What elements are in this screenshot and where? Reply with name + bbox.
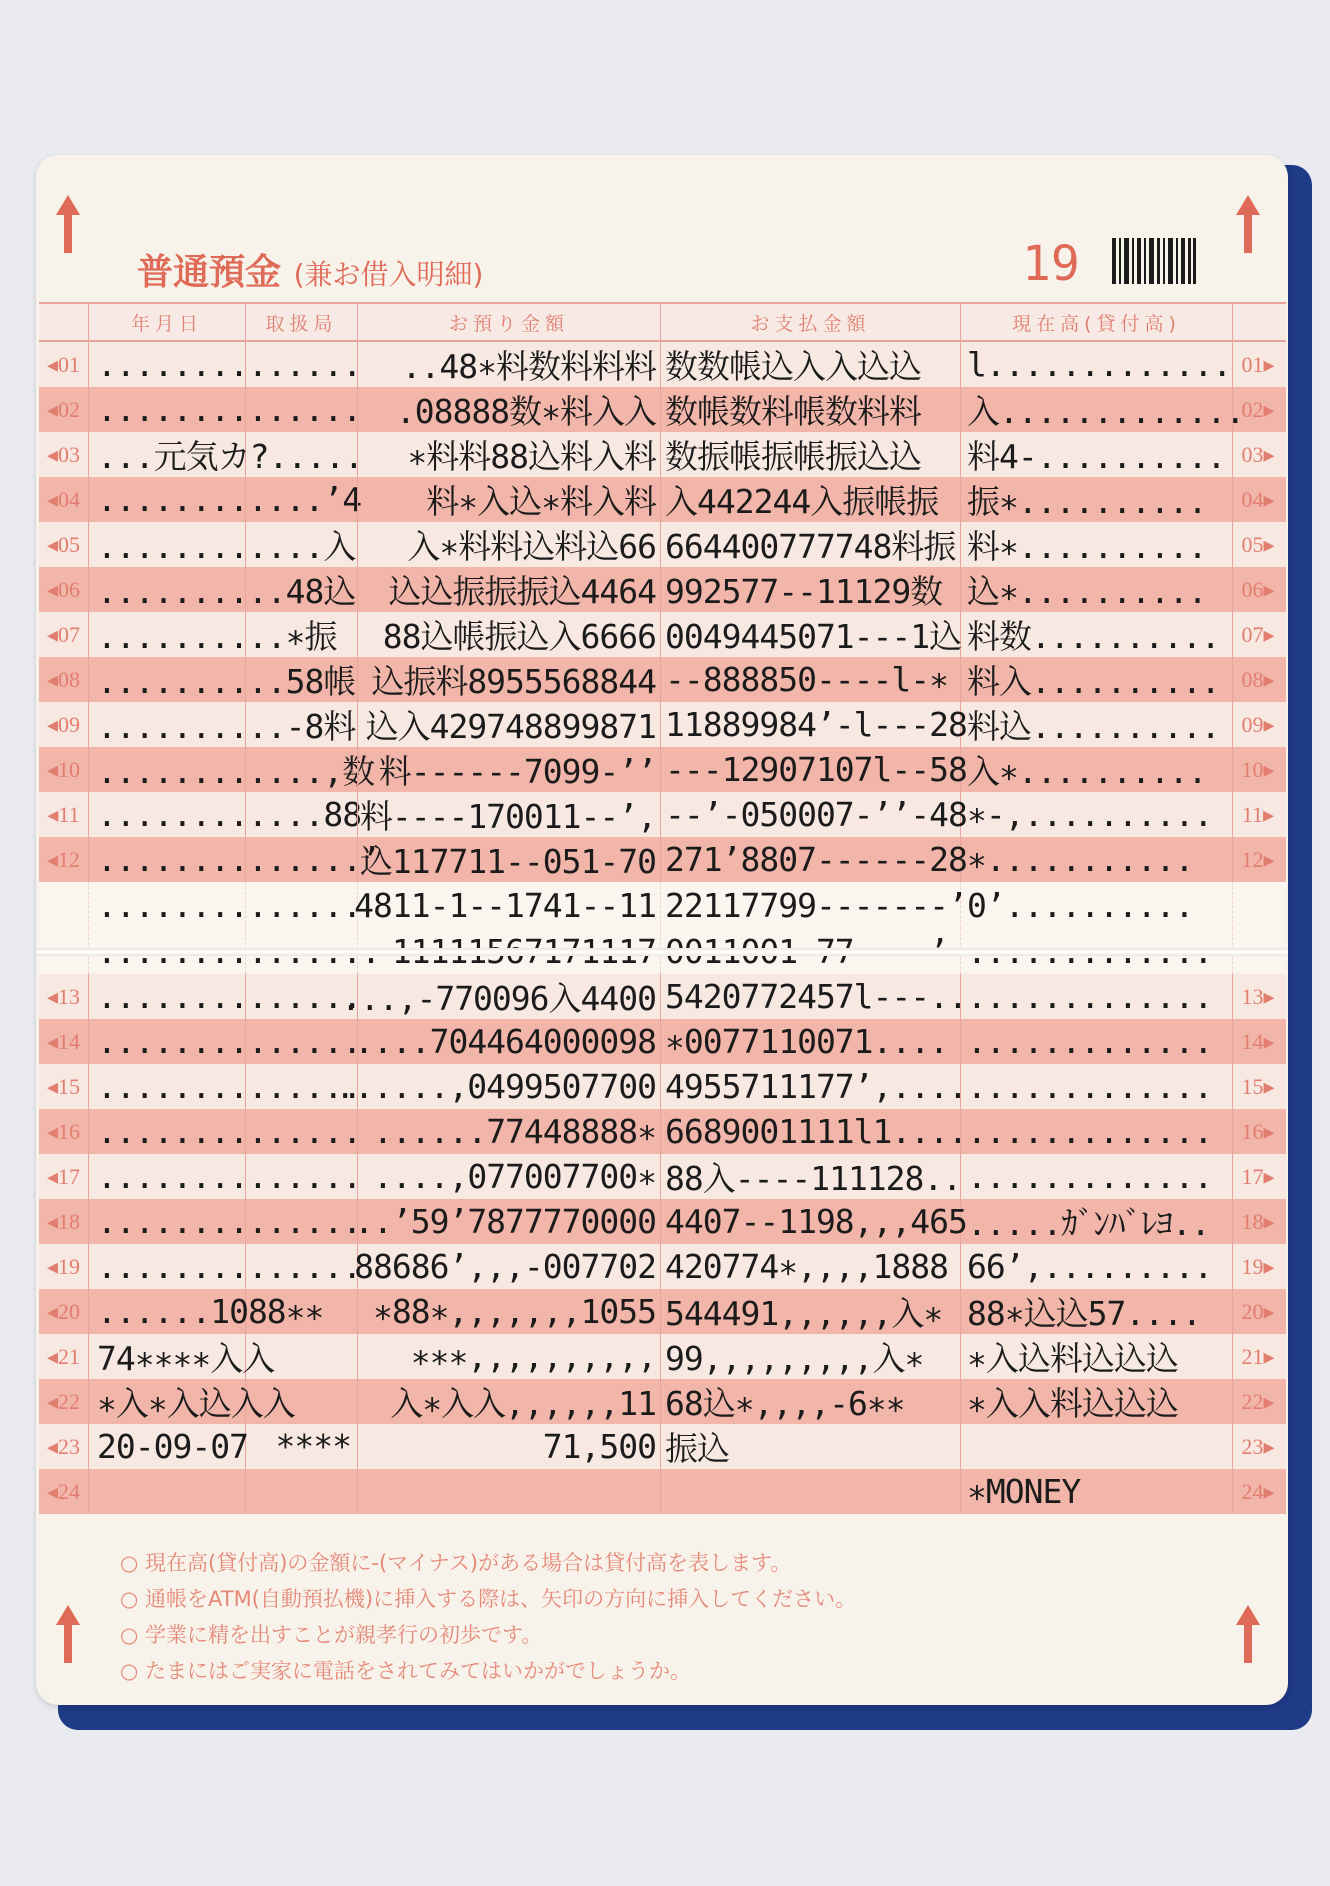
column-header-deposit: お預り金額 [358, 304, 661, 340]
cell-withdrawal: --888850----l-∗ [661, 657, 961, 702]
line-marker-right: 01▸ [1241, 351, 1275, 377]
cell-balance: 88∗込込57.... [961, 1289, 1233, 1334]
cell-branch [246, 1244, 358, 1289]
ledger-header [39, 302, 1286, 342]
column-header-balance: 現在高(貸付高) [961, 304, 1233, 340]
cell-deposit: ∗料料88込料入料 [358, 432, 661, 477]
cell-branch [246, 1109, 358, 1154]
cell-withdrawal: 数帳数料帳数料料 [661, 387, 961, 432]
cell-balance: 料4-.......... [961, 432, 1233, 477]
line-marker-left: ◂14 [39, 1019, 89, 1064]
line-marker-right: 02▸ [1241, 396, 1275, 422]
cell-balance: 66’,......... [961, 1244, 1233, 1289]
line-marker-right: 24▸ [1241, 1478, 1275, 1504]
cell-deposit: 料∗入込∗料入料 [358, 477, 661, 522]
line-marker-left: ◂19 [39, 1244, 89, 1289]
table-row [39, 657, 1286, 702]
column-header-branch: 取扱局 [246, 304, 358, 340]
note-line: ○ 通帳をATM(自動預払機)に挿入する際は、矢印の方向に挿入してください。 [120, 1581, 856, 1617]
cell-date: .............. [89, 387, 246, 432]
cell-withdrawal: 0049445071---1込 [661, 612, 961, 657]
cell-date: .............. [89, 974, 246, 1019]
cell-deposit: ......,0499507700 [358, 1064, 661, 1109]
line-marker-right: 06▸ [1241, 576, 1275, 602]
cell-date: ...元気カ?..... [89, 432, 246, 477]
cell-withdrawal: 5420772457l---.. [661, 974, 961, 1019]
table-row [39, 567, 1286, 612]
table-row [39, 1064, 1286, 1109]
cell-balance: 料入.......... [961, 657, 1233, 702]
cell-withdrawal: 88入----111128.. [661, 1154, 961, 1199]
cell-withdrawal: 99,,,,,,,,,入∗ [661, 1334, 961, 1379]
cell-deposit: 込振料8955568844 [358, 657, 661, 702]
line-marker-right: 13▸ [1241, 983, 1275, 1009]
cell-balance: ∗-,.......... [961, 792, 1233, 837]
cell-branch [246, 1379, 358, 1424]
barcode-icon [1112, 238, 1196, 284]
cell-date: ............,数 [89, 747, 246, 792]
account-type: 普通預金 [137, 252, 282, 293]
table-row [39, 837, 1286, 882]
cell-branch [246, 432, 358, 477]
table-row [39, 974, 1286, 1019]
cell-date: .............. [89, 1244, 246, 1289]
line-marker-left: ◂20 [39, 1289, 89, 1334]
cell-deposit: 88686’,,,-007702 [358, 1244, 661, 1289]
cell-deposit: 込入429748899871 [358, 702, 661, 747]
cell-deposit [358, 1469, 661, 1514]
table-row [39, 612, 1286, 657]
cell-date: 20-09-07 [89, 1424, 246, 1469]
note-line: ○ 現在高(貸付高)の金額に-(マイナス)がある場合は貸付高を表します。 [120, 1545, 856, 1581]
cell-withdrawal: ---12907107l--58 [661, 747, 961, 792]
cell-date: .............. [89, 342, 246, 387]
cell-branch [246, 837, 358, 882]
cell-branch [246, 1199, 358, 1244]
cell-date: ..........58帳 [89, 657, 246, 702]
page-number: 19 [1022, 236, 1080, 292]
cell-balance: 0’.......... [961, 882, 1233, 928]
cell-branch [246, 882, 358, 928]
cell-balance: 料∗.......... [961, 522, 1233, 567]
line-marker-left: ◂12 [39, 837, 89, 882]
table-row [39, 1424, 1286, 1469]
line-marker-left: ◂21 [39, 1334, 89, 1379]
line-marker-right: 18▸ [1241, 1208, 1275, 1234]
cell-deposit: 込込振振振込4464 [358, 567, 661, 612]
cell-deposit: 込117711--051-70 [358, 837, 661, 882]
cell-branch [246, 387, 358, 432]
line-marker-right: 21▸ [1241, 1343, 1275, 1369]
table-row [39, 387, 1286, 432]
line-marker-left: ◂03 [39, 432, 89, 477]
table-row [39, 1289, 1286, 1334]
cell-date: ............入 [89, 522, 246, 567]
note-line: ○ 学業に精を出すことが親孝行の初歩です。 [120, 1617, 856, 1653]
insert-arrow-icon [56, 1605, 80, 1663]
table-row [39, 1019, 1286, 1064]
line-marker-left: ◂13 [39, 974, 89, 1019]
line-marker-right: 19▸ [1241, 1253, 1275, 1279]
cell-deposit: 88込帳振込入6666 [358, 612, 661, 657]
table-row [39, 792, 1286, 837]
page-fold [36, 948, 1288, 956]
cell-date: .............. [89, 1019, 246, 1064]
line-marker-left: ◂23 [39, 1424, 89, 1469]
line-marker-left: ◂24 [39, 1469, 89, 1514]
cell-withdrawal: 420774∗,,,,1888 [661, 1244, 961, 1289]
line-marker-right: 07▸ [1241, 621, 1275, 647]
column-header-date: 年月日 [89, 304, 246, 340]
cell-branch [246, 1154, 358, 1199]
cell-deposit: ..48∗料数料料料 [358, 342, 661, 387]
cell-date: ..........∗振 [89, 612, 246, 657]
cell-balance: .....ｶﾞﾝﾊﾞﾚﾖ.. [961, 1199, 1233, 1244]
table-row [39, 522, 1286, 567]
cell-date: ..........48込 [89, 567, 246, 612]
account-subtitle: (兼お借入明細) [293, 258, 484, 291]
line-marker-right: 20▸ [1241, 1298, 1275, 1324]
cell-branch [246, 702, 358, 747]
table-row [39, 1244, 1286, 1289]
cell-balance: l............. [961, 342, 1233, 387]
cell-deposit: ∗88∗,,,,,,,1055 [358, 1289, 661, 1334]
line-marker-left [39, 882, 89, 928]
line-marker-right: 10▸ [1241, 756, 1275, 782]
table-row [39, 1334, 1286, 1379]
line-marker-right: 12▸ [1241, 846, 1275, 872]
line-marker-left: ◂02 [39, 387, 89, 432]
line-marker-right: 15▸ [1241, 1073, 1275, 1099]
line-marker-right: 11▸ [1241, 801, 1275, 827]
line-marker-left: ◂07 [39, 612, 89, 657]
cell-withdrawal: 544491,,,,,,入∗ [661, 1289, 961, 1334]
line-marker-right: 03▸ [1241, 441, 1275, 467]
cell-date: ∗入∗入込入入 [89, 1379, 246, 1424]
cell-withdrawal: --’-050007-’’-48 [661, 792, 961, 837]
cell-withdrawal: 4407--1198,,,465 [661, 1199, 961, 1244]
cell-deposit: ....,077007700∗ [358, 1154, 661, 1199]
line-marker-right: 04▸ [1241, 486, 1275, 512]
insert-arrow-icon [56, 195, 80, 253]
cell-date: .............. [89, 1199, 246, 1244]
cell-withdrawal: ∗0077110071.... [661, 1019, 961, 1064]
table-row [39, 1154, 1286, 1199]
cell-deposit: ...,-770096入4400 [358, 974, 661, 1019]
footer-notes [120, 1545, 856, 1689]
cell-deposit: ..’59’7877770000 [358, 1199, 661, 1244]
table-row [39, 747, 1286, 792]
cell-deposit: 4811-1--1741--11 [358, 882, 661, 928]
cell-balance: ............. [961, 1064, 1233, 1109]
table-row [39, 1109, 1286, 1154]
cell-date: .............. [89, 1064, 246, 1109]
cell-deposit: 入∗入入,,,,,,11 [358, 1379, 661, 1424]
cell-balance: ............. [961, 1109, 1233, 1154]
cell-date: ......1088∗∗ [89, 1289, 246, 1334]
cell-balance: 入∗.......... [961, 747, 1233, 792]
cell-balance [961, 1424, 1233, 1469]
cell-balance: ∗........... [961, 837, 1233, 882]
line-marker-left: ◂22 [39, 1379, 89, 1424]
cell-deposit: ......77448888∗ [358, 1109, 661, 1154]
cell-branch [246, 612, 358, 657]
cell-deposit: 料------7099-’’ [358, 747, 661, 792]
cell-balance: 料込.......... [961, 702, 1233, 747]
line-marker-right: 23▸ [1241, 1433, 1275, 1459]
cell-branch [246, 1334, 358, 1379]
cell-deposit: ....704464000098 [358, 1019, 661, 1064]
line-marker-right: 14▸ [1241, 1028, 1275, 1054]
cell-deposit: ∗∗∗,,,,,,,,,, [358, 1334, 661, 1379]
table-row [39, 342, 1286, 387]
transaction-ledger [39, 302, 1286, 1514]
cell-balance: 込∗.......... [961, 567, 1233, 612]
line-marker-left: ◂05 [39, 522, 89, 567]
table-row [39, 432, 1286, 477]
cell-withdrawal: 入442244入振帳振 [661, 477, 961, 522]
line-marker-right [1233, 882, 1283, 928]
cell-withdrawal: 数数帳込入入込込 [661, 342, 961, 387]
line-marker-left: ◂16 [39, 1109, 89, 1154]
line-marker-left: ◂08 [39, 657, 89, 702]
line-marker-right: 16▸ [1241, 1118, 1275, 1144]
line-marker-left: ◂15 [39, 1064, 89, 1109]
cell-branch [246, 522, 358, 567]
table-row [39, 477, 1286, 522]
table-row [39, 702, 1286, 747]
cell-balance: ............. [961, 1019, 1233, 1064]
cell-balance: 振∗.......... [961, 477, 1233, 522]
cell-withdrawal: 664400777748料振 [661, 522, 961, 567]
cell-date: ............88 [89, 792, 246, 837]
line-marker-left: ◂09 [39, 702, 89, 747]
passbook-title [137, 244, 483, 295]
line-marker-right: 08▸ [1241, 666, 1275, 692]
table-row [39, 1469, 1286, 1514]
line-marker-right: 09▸ [1241, 711, 1275, 737]
table-row [39, 1379, 1286, 1424]
line-marker-left: ◂18 [39, 1199, 89, 1244]
insert-arrow-icon [1236, 1605, 1260, 1663]
cell-deposit: 料----170011--’, [358, 792, 661, 837]
insert-arrow-icon [1236, 195, 1260, 253]
cell-withdrawal [661, 1469, 961, 1514]
cell-balance: ∗入込料込込込 [961, 1334, 1233, 1379]
cell-balance: ∗MONEY [961, 1469, 1233, 1514]
table-row [39, 1199, 1286, 1244]
line-marker-right: 22▸ [1241, 1388, 1275, 1414]
cell-balance: 料数.......... [961, 612, 1233, 657]
cell-deposit: .08888数∗料入入 [358, 387, 661, 432]
cell-date: ..........-8料 [89, 702, 246, 747]
cell-deposit: 入∗料料込料込66 [358, 522, 661, 567]
cell-withdrawal: 271’8807------28 [661, 837, 961, 882]
table-row [39, 882, 1286, 928]
cell-withdrawal: 振込 [661, 1424, 961, 1469]
cell-branch [246, 477, 358, 522]
column-header-withdrawal: お支払金額 [661, 304, 961, 340]
cell-branch [246, 342, 358, 387]
cell-branch [246, 567, 358, 612]
cell-date: .............. [89, 1109, 246, 1154]
cell-branch [246, 1019, 358, 1064]
cell-withdrawal: 68込∗,,,,-6∗∗ [661, 1379, 961, 1424]
cell-withdrawal: 6689001111l1.... [661, 1109, 961, 1154]
line-marker-left: ◂04 [39, 477, 89, 522]
cell-withdrawal: 11889984’-l---28 [661, 702, 961, 747]
cell-date: .............. [89, 1154, 246, 1199]
note-line: ○ たまにはご実家に電話をされてみてはいかがでしょうか。 [120, 1653, 856, 1689]
cell-branch: **** [246, 1424, 358, 1469]
line-marker-left: ◂11 [39, 792, 89, 837]
cell-balance: ............. [961, 1154, 1233, 1199]
cell-branch [246, 1289, 358, 1334]
line-marker-left: ◂10 [39, 747, 89, 792]
cell-balance: ............. [961, 974, 1233, 1019]
cell-withdrawal: 22117799-------’ [661, 882, 961, 928]
cell-date [89, 1469, 246, 1514]
cell-date: .............. [89, 882, 246, 928]
cell-branch [246, 747, 358, 792]
cell-branch [246, 657, 358, 702]
line-marker-right: 17▸ [1241, 1163, 1275, 1189]
cell-deposit: 71,500 [358, 1424, 661, 1469]
line-marker-right: 05▸ [1241, 531, 1275, 557]
cell-balance: 入............. [961, 387, 1233, 432]
cell-branch [246, 1469, 358, 1514]
line-marker-left: ◂17 [39, 1154, 89, 1199]
cell-withdrawal: 4955711177’,.... [661, 1064, 961, 1109]
line-marker-left: ◂01 [39, 342, 89, 387]
line-marker-left: ◂06 [39, 567, 89, 612]
cell-date: 74∗∗∗∗入入 [89, 1334, 246, 1379]
ledger-rows [39, 342, 1286, 1514]
cell-branch [246, 792, 358, 837]
cell-date: ............’4 [89, 477, 246, 522]
cell-withdrawal: 992577--11129数 [661, 567, 961, 612]
cell-withdrawal: 数振帳振帳振込込 [661, 432, 961, 477]
cell-date: ..............’ [89, 837, 246, 882]
cell-balance: ∗入入料込込込 [961, 1379, 1233, 1424]
